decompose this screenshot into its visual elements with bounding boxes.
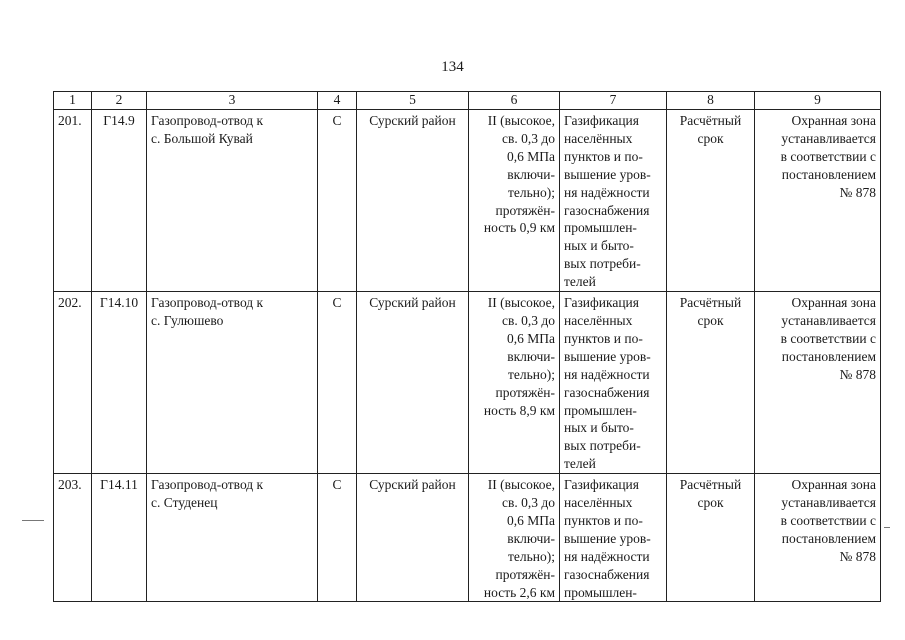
object-code: Г14.10 <box>92 292 147 474</box>
district: Сурский район <box>357 110 469 292</box>
object-name: Газопровод-отвод к с. Студенец <box>147 474 318 602</box>
header-cell-8: 8 <box>667 92 755 110</box>
object-code: Г14.9 <box>92 110 147 292</box>
header-cell-2: 2 <box>92 92 147 110</box>
protection-zone: Охранная зона устанавливается в соответствии с постановлением № 878 <box>755 474 881 602</box>
row-number: 201. <box>54 110 92 292</box>
table-row <box>54 110 881 292</box>
infrastructure-table <box>53 91 881 602</box>
header-cell-4: 4 <box>318 92 357 110</box>
header-cell-7: 7 <box>560 92 667 110</box>
purpose: Газификация населённых пунктов и по- вышение уров- ня надёжности газоснабжения промышлен- <box>560 474 667 602</box>
purpose: Газификация населённых пунктов и по- вышение уров- ня надёжности газоснабжения промышлен- ных и быто- вых потреби- телей <box>560 110 667 292</box>
row-number: 203. <box>54 474 92 602</box>
district: Сурский район <box>357 292 469 474</box>
district: Сурский район <box>357 474 469 602</box>
object-type: С <box>318 474 357 602</box>
header-cell-1: 1 <box>54 92 92 110</box>
pressure-length: II (высокое, св. 0,3 до 0,6 МПа включи- тельно); протяжён- ность 0,9 км <box>469 110 560 292</box>
header-cell-5: 5 <box>357 92 469 110</box>
object-name: Газопровод-отвод к с. Гулюшево <box>147 292 318 474</box>
page-number: 134 <box>441 59 464 75</box>
table-row <box>54 292 881 474</box>
implementation-term: Расчётный срок <box>667 474 755 602</box>
protection-zone: Охранная зона устанавливается в соответствии с постановлением № 878 <box>755 292 881 474</box>
table-header-row <box>54 92 881 110</box>
object-type: С <box>318 110 357 292</box>
header-cell-6: 6 <box>469 92 560 110</box>
scan-artifact-right <box>884 527 890 528</box>
implementation-term: Расчётный срок <box>667 292 755 474</box>
header-cell-3: 3 <box>147 92 318 110</box>
scan-artifact-left <box>22 520 44 521</box>
pressure-length: II (высокое, св. 0,3 до 0,6 МПа включи- тельно); протяжён- ность 2,6 км <box>469 474 560 602</box>
row-number: 202. <box>54 292 92 474</box>
purpose: Газификация населённых пунктов и по- вышение уров- ня надёжности газоснабжения промышлен- ных и быто- вых потреби- телей <box>560 292 667 474</box>
table-row <box>54 474 881 602</box>
object-name: Газопровод-отвод к с. Большой Кувай <box>147 110 318 292</box>
object-type: С <box>318 292 357 474</box>
protection-zone: Охранная зона устанавливается в соответствии с постановлением № 878 <box>755 110 881 292</box>
object-code: Г14.11 <box>92 474 147 602</box>
header-cell-9: 9 <box>755 92 881 110</box>
implementation-term: Расчётный срок <box>667 110 755 292</box>
pressure-length: II (высокое, св. 0,3 до 0,6 МПа включи- тельно); протяжён- ность 8,9 км <box>469 292 560 474</box>
